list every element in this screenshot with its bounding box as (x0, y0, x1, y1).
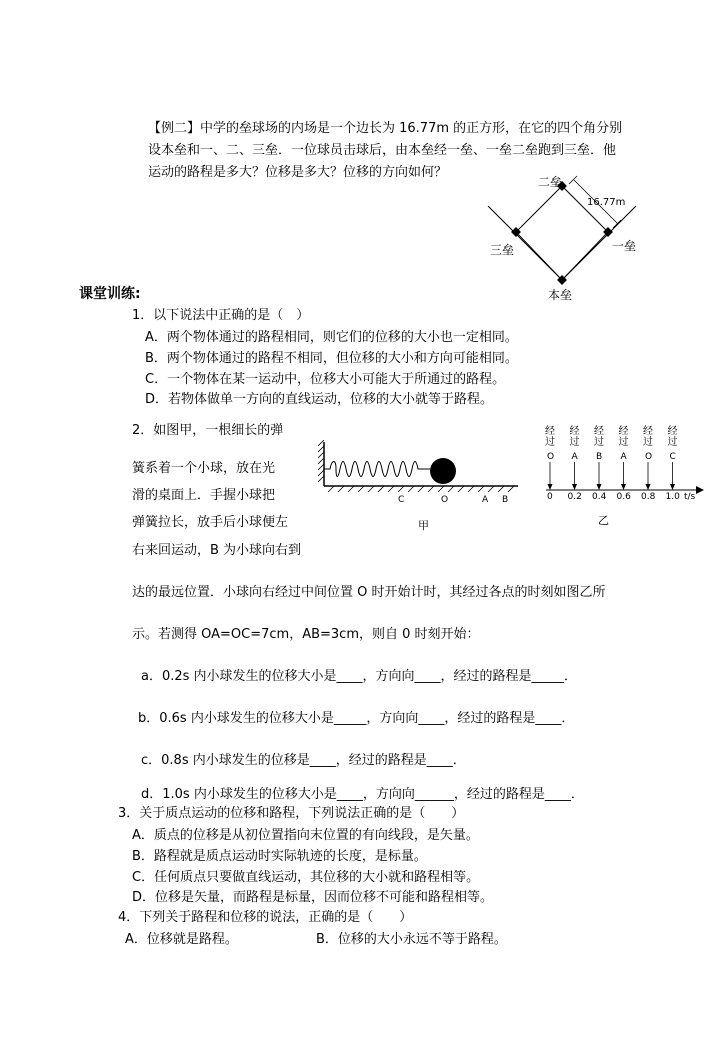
figure-yi-caption: 乙 (598, 514, 609, 527)
point-o-label: O (441, 495, 449, 505)
q2-line5: 右来回运动，B 为小球向右到 (132, 543, 302, 558)
position-label: O (645, 452, 653, 462)
q4-stem: 4．下列关于路程和位移的说法，正确的是（ ） (118, 910, 413, 925)
pass-label-char: 过 (667, 437, 678, 448)
pass-label-char: 过 (569, 437, 580, 448)
position-label: B (596, 452, 603, 462)
pass-label-char: 过 (545, 437, 555, 448)
q4-option-a: A．位移就是路程。 (125, 932, 238, 947)
q1-option-a: A．两个物体通过的路程相同，则它们的位移的大小也一定相同。 (145, 330, 518, 345)
q3-option-b: B．路程就是质点运动时实际轨迹的长度，是标量。 (132, 849, 427, 864)
diamond-length-label: 16.77m (587, 197, 626, 208)
time-arrow-head (548, 484, 553, 490)
pass-label-char: 过 (643, 437, 653, 448)
q2-sub-a: a．0.2s 内小球发生的位移大小是____，方向向____，经过的路程是_____． (141, 669, 578, 684)
pass-label-char: 经 (618, 426, 629, 437)
point-b-label: B (502, 495, 509, 505)
q2-line3: 滑的桌面上．手握小球把 (132, 488, 276, 503)
q3-option-a: A．质点的位移是从初位置指向末位置的有向线段，是矢量。 (132, 828, 479, 843)
q3-option-c: C．任何质点只要做直线运动，其位移的大小就和路程相等。 (132, 870, 480, 885)
position-label: A (620, 452, 627, 462)
q1-option-d: D．若物体做单一方向的直线运动，位移的大小就等于路程。 (145, 392, 494, 407)
example2-line3: 运动的路程是多大？位移是多大？位移的方向如何？ (148, 165, 448, 180)
time-axis-unit: t/s (684, 492, 696, 502)
time-arrow-head (646, 484, 651, 490)
second-base-label: 二垒 (538, 175, 563, 189)
pass-label-char: 过 (594, 437, 604, 448)
pass-label-char: 经 (667, 426, 678, 437)
time-tick-label: 0.8 (641, 492, 656, 502)
third-base-label: 三垒 (490, 243, 515, 257)
example2-line2: 设本垒和一、二、三垒．一位球员击球后，由本垒经一垒、一垒二垒跑到三垒．他 (148, 143, 617, 158)
position-label: C (669, 452, 676, 462)
time-tick-label: 1.0 (665, 492, 680, 502)
position-label: A (571, 452, 578, 462)
position-label: O (547, 452, 555, 462)
q2-line4: 弹簧拉长，放手后小球便左 (132, 515, 289, 530)
q1-option-c: C．一个物体在某一运动中，位移大小可能大于所通过的路程。 (145, 372, 506, 387)
q2-line7: 示。若测得 OA=OC=7cm，AB=3cm，则自 0 时刻开始： (132, 627, 480, 642)
q2-sub-c: c．0.8s 内小球发生的位移是____，经过的路程是____． (141, 753, 466, 768)
point-c-label: C (398, 495, 405, 505)
q1-option-b: B．两个物体通过的路程不相同，但位移的大小和方向可能相同。 (145, 351, 518, 366)
q2-line1: 2．如图甲，一根细长的弹 (132, 423, 284, 438)
pass-label-char: 经 (569, 426, 580, 437)
q3-stem: 3．关于质点运动的位移和路程，下列说法正确的是（ ） (118, 806, 465, 821)
time-tick-label: 0.2 (567, 492, 582, 502)
time-arrow-head (621, 484, 626, 490)
point-a-label: A (482, 495, 489, 505)
q2-line2: 簧系着一个小球，放在光 (132, 461, 276, 476)
time-arrow-head (670, 484, 675, 490)
figure-jia-caption: 甲 (418, 519, 429, 532)
figure-yi (536, 424, 718, 534)
time-tick-label: 0 (547, 492, 553, 502)
time-tick-label: 0.4 (592, 492, 607, 502)
home-base-label: 本垒 (548, 288, 573, 302)
q1-stem: 1．以下说法中正确的是（ ） (132, 308, 310, 323)
figure-jia (318, 440, 524, 535)
time-arrow-head (597, 484, 602, 490)
baseball-diamond-diagram (478, 172, 648, 302)
time-tick-label: 0.6 (616, 492, 631, 502)
q4-option-b: B．位移的大小永远不等于路程。 (316, 932, 507, 947)
first-base-label: 一垒 (612, 239, 637, 253)
q3-option-d: D．位移是矢量，而路程是标量，因而位移不可能和路程相等。 (132, 890, 494, 905)
pass-label-char: 经 (643, 426, 653, 437)
section-title: 课堂训练: (79, 286, 141, 302)
example2-line1: 【例二】中学的垒球场的内场是一个边长为 16.77m 的正方形，在它的四个角分别 (148, 121, 623, 136)
pass-label-char: 经 (545, 426, 555, 437)
q2-sub-b: b．0.6s 内小球发生的位移大小是_____，方向向____，经过的路程是____． (138, 711, 575, 726)
pass-label-char: 过 (618, 437, 629, 448)
pass-label-char: 经 (594, 426, 604, 437)
time-arrow-head (572, 484, 577, 490)
q2-line6: 达的最远位置．小球向右经过中间位置 O 时开始计时，其经过各点的时刻如图乙所 (132, 585, 606, 600)
q2-sub-d: d．1.0s 内小球发生的位移大小是____，方向向______，经过的路程是____． (141, 787, 584, 802)
